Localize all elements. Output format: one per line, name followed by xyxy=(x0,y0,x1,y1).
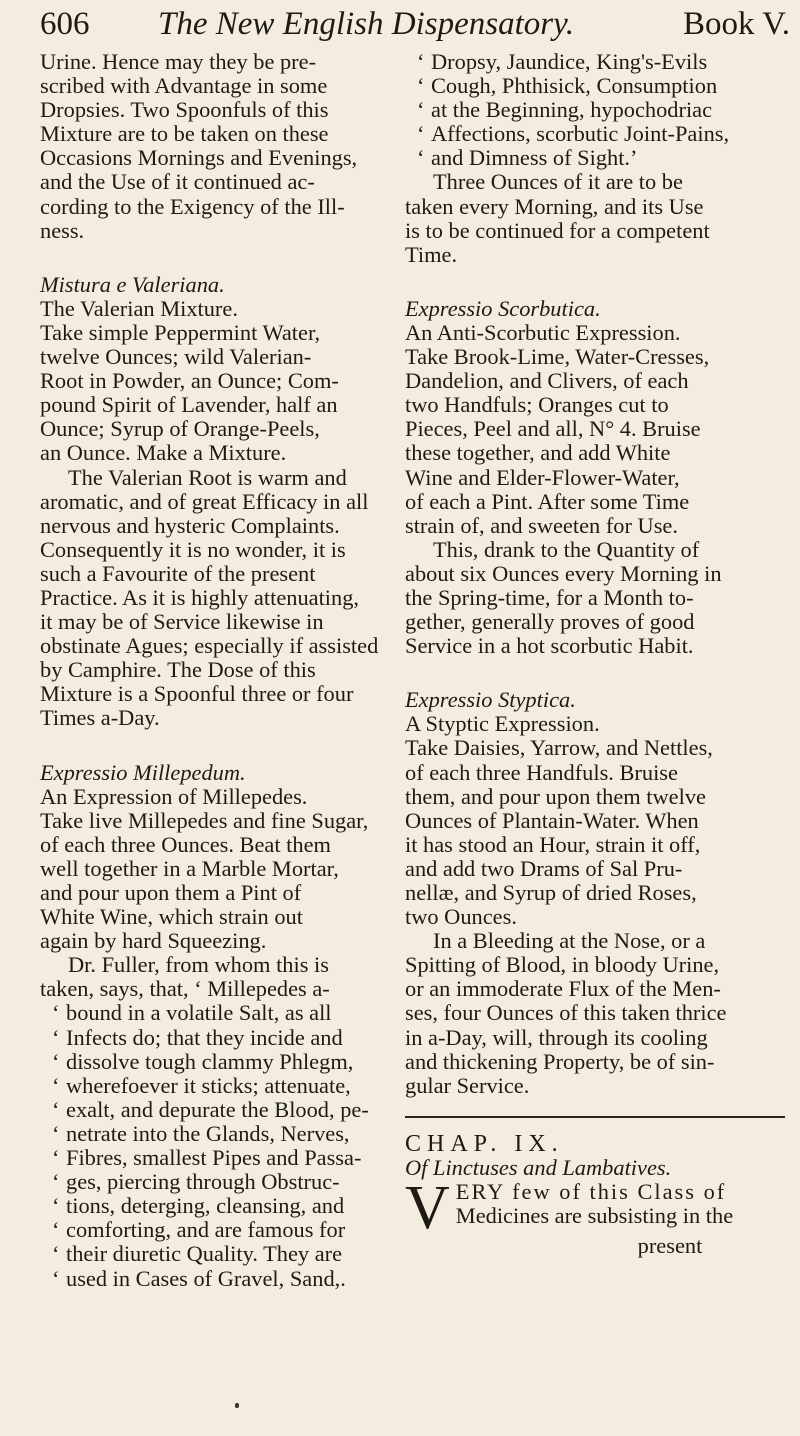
millepedes-commentary xyxy=(40,953,395,1001)
text-line: obstinate Agues; especially if assisted xyxy=(40,633,379,659)
text-line: such a Favourite of the present xyxy=(40,560,316,586)
text-line: Consequently it is no wonder, it is xyxy=(40,536,346,562)
intro-paragraph xyxy=(40,50,395,243)
text-line: aromatic, and of great Efficacy in all xyxy=(40,488,369,514)
text-line: and the Use of it continued ac- xyxy=(40,169,315,195)
quoted-passage xyxy=(40,1001,395,1290)
quoted-line: ‘ ges, piercing through Obstruc- xyxy=(52,1169,340,1195)
recipe-line: White Wine, which strain out xyxy=(40,904,303,930)
recipe-millepedes xyxy=(40,809,395,954)
text-line: Urine. Hence may they be pre- xyxy=(40,49,317,74)
recipe-line: two Ounces. xyxy=(405,904,517,930)
recipe-line: Ounce; Syrup of Orange-Peels, xyxy=(40,416,320,442)
left-column xyxy=(40,50,395,1291)
text-line: it may be of Service likewise in xyxy=(40,609,324,635)
recipe-line: Take simple Peppermint Water, xyxy=(40,319,321,345)
text-line: nervous and hysteric Complaints. xyxy=(40,512,340,538)
quoted-line: ‘ exalt, and depurate the Blood, pe- xyxy=(52,1096,369,1122)
recipe-title-latin: Expressio Styptica. xyxy=(405,687,576,713)
recipe-valerian xyxy=(40,321,395,466)
book-label: Book V. xyxy=(683,6,790,42)
quoted-line: ‘ Cough, Phthisick, Consumption xyxy=(417,73,718,99)
recipe-line: of each three Ounces. Beat them xyxy=(40,831,331,857)
chapter-opening xyxy=(405,1174,785,1259)
drop-cap: V xyxy=(405,1174,450,1243)
text-line: ses, four Ounces of this taken thrice xyxy=(405,1000,727,1026)
recipe-styptic xyxy=(405,736,785,929)
recipe-title-english: An Expression of Millepedes. xyxy=(40,783,308,809)
text-line: Practice. As it is highly attenuating, xyxy=(40,584,360,610)
recipe-line: and pour upon them a Pint of xyxy=(40,880,302,905)
text-line: Three Ounces of it are to be xyxy=(433,169,683,195)
quoted-line: ‘ tions, deterging, cleansing, and xyxy=(52,1193,345,1219)
catchword: present xyxy=(637,1233,703,1259)
chapter-subtitle: Of Linctuses and Lambatives. xyxy=(405,1154,672,1180)
recipe-line: them, and pour upon them twelve xyxy=(405,783,706,809)
recipe-line: of each a Pint. After some Time xyxy=(405,488,690,514)
quoted-line: ‘ at the Beginning, hypochodriac xyxy=(417,97,713,123)
text-line: taken every Morning, and its Use xyxy=(405,193,704,219)
page-header xyxy=(40,2,790,46)
recipe-line: nellæ, and Syrup of dried Roses, xyxy=(405,880,697,905)
quoted-line: ‘ wherefoever it sticks; attenuate, xyxy=(52,1072,351,1098)
recipe-line: of each three Handfuls. Bruise xyxy=(405,759,678,785)
text-line: Occasions Mornings and Evenings, xyxy=(40,145,358,171)
text-line: Mixture are to be taken on these xyxy=(40,121,329,147)
text-line: or an immoderate Flux of the Men- xyxy=(405,976,721,1002)
text-line: Times a-Day. xyxy=(40,705,160,731)
text-line: The Valerian Root is warm and xyxy=(68,464,347,490)
quoted-line: ‘ and Dimness of Sight.’ xyxy=(417,145,638,171)
section-divider xyxy=(405,1116,785,1118)
quoted-line: ‘ used in Cases of Gravel, Sand,. xyxy=(52,1265,346,1291)
recipe-line: two Handfuls; Oranges cut to xyxy=(405,392,669,418)
recipe-title-english: An Anti-Scorbutic Expression. xyxy=(405,319,681,345)
recipe-line: Ounces of Plantain-Water. When xyxy=(405,807,699,833)
recipe-line: Take Brook-Lime, Water-Cresses, xyxy=(405,344,710,370)
recipe-line: these together, and add White xyxy=(405,440,671,466)
text-line: Spitting of Blood, in bloody Urine, xyxy=(405,952,720,978)
text-line: This, drank to the Quantity of xyxy=(433,536,700,562)
text-line: gether, generally proves of good xyxy=(405,609,695,635)
recipe-line: twelve Ounces; wild Valerian- xyxy=(40,344,312,370)
recipe-line: well together in a Marble Mortar, xyxy=(40,855,339,881)
recipe-line: Pieces, Peel and all, N° 4. Bruise xyxy=(405,416,701,442)
quoted-line: ‘ comforting, and are famous for xyxy=(52,1217,346,1243)
text-line: Mixture is a Spoonful three or four xyxy=(40,681,354,707)
text-line: taken, says, that, ‘ Millepedes a- xyxy=(40,976,330,1002)
quoted-line: ‘ bound in a volatile Salt, as all xyxy=(52,1000,332,1026)
recipe-line: Take live Millepedes and fine Sugar, xyxy=(40,807,369,833)
recipe-line: Take Daisies, Yarrow, and Nettles, xyxy=(405,735,713,761)
recipe-scorbutic xyxy=(405,345,785,538)
text-line: scribed with Advantage in some xyxy=(40,73,328,99)
styptic-commentary xyxy=(405,929,785,1098)
scorbutic-commentary xyxy=(405,538,785,658)
valerian-commentary xyxy=(40,466,395,731)
text-line: about six Ounces every Morning in xyxy=(405,560,722,586)
recipe-line: Root in Powder, an Ounce; Com- xyxy=(40,368,339,394)
text-line: ness. xyxy=(40,217,85,243)
text-line: Service in a hot scorbutic Habit. xyxy=(405,633,694,659)
text-line: by Camphire. The Dose of this xyxy=(40,657,316,683)
continuation-paragraph xyxy=(405,170,785,266)
quoted-line: ‘ Infects do; that they incide and xyxy=(52,1024,343,1050)
text-line: Dropsies. Two Spoonfuls of this xyxy=(40,97,329,123)
recipe-title-latin: Mistura e Valeriana. xyxy=(40,271,225,297)
text-line: Time. xyxy=(405,241,458,267)
text-line: gular Service. xyxy=(405,1072,530,1098)
text-line: Medicines are subsisting in the xyxy=(455,1203,734,1229)
recipe-title-english: The Valerian Mixture. xyxy=(40,295,238,321)
text-line: Dr. Fuller, from whom this is xyxy=(68,952,329,978)
quoted-line: ‘ Affections, scorbutic Joint-Pains, xyxy=(417,121,730,147)
quoted-line: ‘ netrate into the Glands, Nerves, xyxy=(52,1120,350,1146)
quoted-line: ‘ dissolve tough clammy Phlegm, xyxy=(52,1048,354,1074)
running-title: The New English Dispensatory. xyxy=(158,6,575,42)
quoted-line: ‘ Dropsy, Jaundice, King's-Evils xyxy=(417,49,708,74)
recipe-title-latin: Expressio Millepedum. xyxy=(40,759,246,785)
recipe-title-latin: Expressio Scorbutica. xyxy=(405,295,601,321)
text-line: in a-Day, will, through its cooling xyxy=(405,1024,708,1050)
quoted-line: ‘ their diuretic Quality. They are xyxy=(52,1241,343,1267)
quoted-passage xyxy=(405,50,785,170)
text-line: and thickening Property, be of sin- xyxy=(405,1048,715,1074)
recipe-title-english: A Styptic Expression. xyxy=(405,711,600,737)
chapter-heading: CHAP. IX. xyxy=(405,1130,564,1157)
right-column xyxy=(405,50,785,1258)
recipe-line: and add two Drams of Sal Pru- xyxy=(405,855,683,881)
page-number: 606 xyxy=(40,6,90,42)
recipe-line: Wine and Elder-Flower-Water, xyxy=(405,464,680,490)
recipe-line: Dandelion, and Clivers, of each xyxy=(405,368,689,394)
ink-spot xyxy=(235,1403,239,1408)
recipe-line: strain of, and sweeten for Use. xyxy=(405,512,678,538)
text-line: the Spring-time, for a Month to- xyxy=(405,584,694,610)
text-line: cording to the Exigency of the Ill- xyxy=(40,193,345,219)
recipe-line: again by hard Squeezing. xyxy=(40,928,267,954)
recipe-line: an Ounce. Make a Mixture. xyxy=(40,440,287,466)
text-line: ERY few of this Class of xyxy=(455,1179,727,1205)
recipe-line: it has stood an Hour, strain it off, xyxy=(405,831,701,857)
quoted-line: ‘ Fibres, smallest Pipes and Passa- xyxy=(52,1145,362,1171)
text-line: In a Bleeding at the Nose, or a xyxy=(433,928,706,954)
text-line: is to be continued for a competent xyxy=(405,217,710,243)
recipe-line: pound Spirit of Lavender, half an xyxy=(40,392,338,418)
